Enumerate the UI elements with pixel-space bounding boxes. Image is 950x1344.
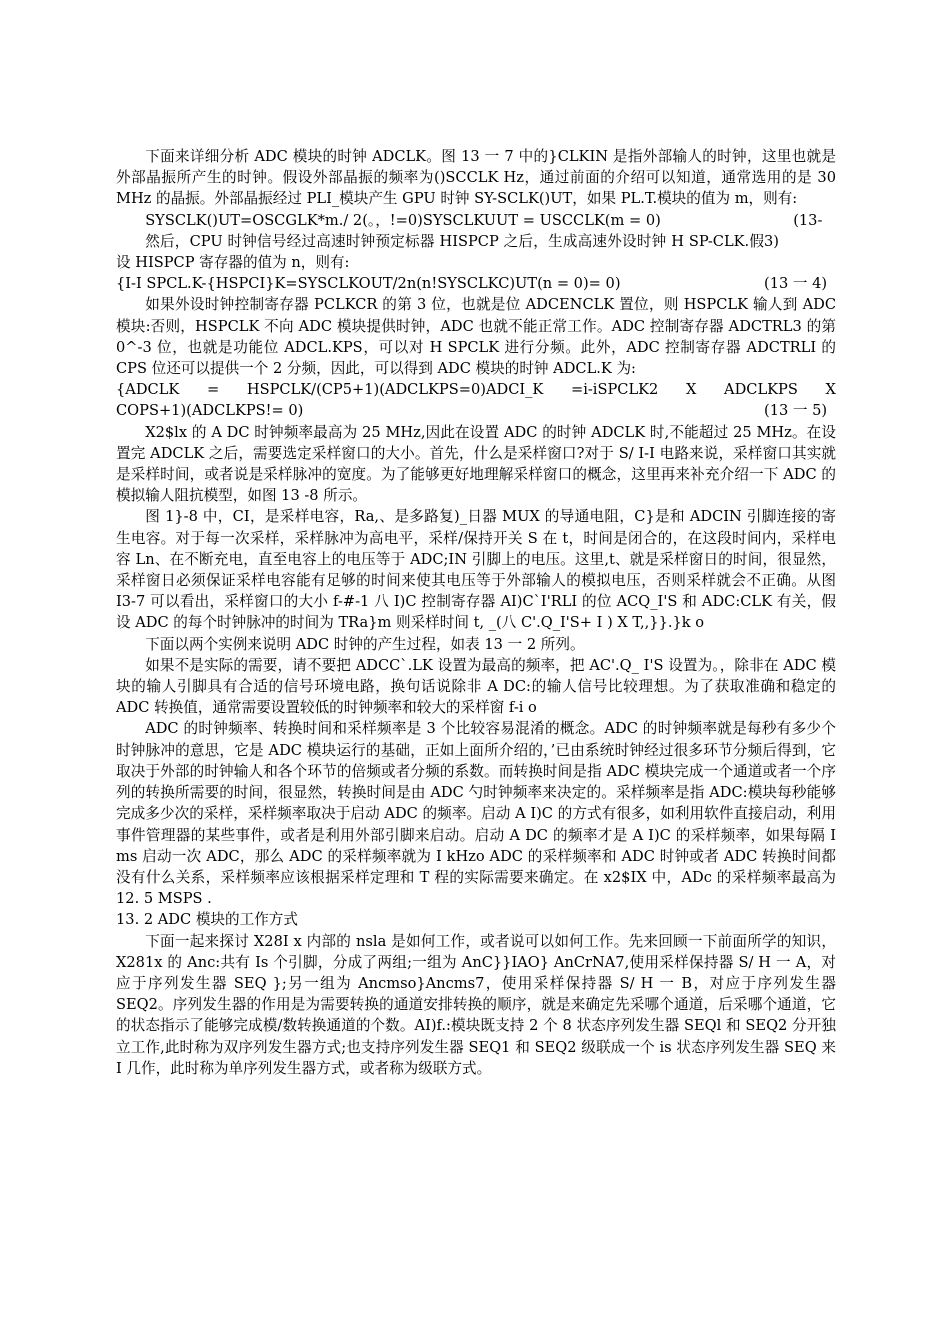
- equation-token: X: [825, 381, 836, 399]
- equation-token: ADCLKPS: [724, 381, 798, 399]
- equation-token: HSPCLK/(CP5+1)(ADCLKPS=0)ADCI_K: [246, 381, 544, 399]
- equation-13-4: [116, 273, 836, 294]
- paragraph-pclkcr: 如果外设时钟控制寄存器 PCLKCR 的第 3 位，也就是位 ADCENCLK 置位，则 HSPCLK 输人到 ADC 模块:否则，HSPCLK 不向 ADC 模块提供时钟，ADC 也就不能正常工作。ADC 控制寄存器 ADCTRL3 的第 0^-3 位，也就是功能位 ADCL.KPS，可以对 H SPCLK 进行分频。此外，ADC 控制寄存器 ADCTRLI 的 CPS 位还可以提供一个 2 分频，因此，可以得到 ADC 模块的时钟 ADCL.K 为:: [116, 296, 836, 378]
- paragraph-sampling-window: X2$lx 的 A DC 时钟频率最高为 25 MHz,因此在设置 ADC 的时钟 ADCLK 时,不能超过 25 MHz。在设置完 ADCLK 之后，需要选定采样窗口的大小。首先，什么是采样窗口?对于 S/ I-I 电路来说，采样窗口其实就是采样时间，或者说是采样脉冲的宽度。为了能够更好地理解采样窗口的概念，这里再来补充介绍一下 ADC 的模拟输人阻抗模型，如图 13 -8 所示。: [116, 423, 836, 505]
- equation-token: =: [206, 381, 220, 399]
- equation-token: =i-iSPCLK2: [570, 381, 659, 399]
- equation-number: (13 一 5): [764, 402, 828, 420]
- equation-13-5-line2: [116, 400, 836, 421]
- equation-13-3: [116, 210, 836, 250]
- equation-number: (13-3): [764, 211, 823, 250]
- document-body: [116, 146, 836, 1079]
- paragraph-concepts: ADC 的时钟频率、转换时间和采样频率是 3 个比较容易混淆的概念。ADC 的时钟频率就是每秒有多少个时钟脉冲的意思，它是 ADC 模块运行的基础，正如上面所介绍的，’已由系统时钟经过很多环节分频后得到，它取决于外部的时钟输人和各个环节的倍频或者分频的系数。而转换时间是指 ADC 模块完成一个通道或者一个序列的转换所需要的时间，很显然，转换时间是由 ADC 勺时钟频率来决定的。采样频率是指 ADC:模块每秒能够完成多少次的采样，采样频率取决于启动 ADC 的频率。启动 A I)C 的方式有很多，如利用软件直接启动，利用事件管理器的某些事件，或者是利用外部引脚来启动。启动 A DC 的频率才是 A I)C 的采样频率，如果每隔 I ms 启动一次 ADC，那么 ADC 的采样频率就为 I kHzo ADC 的采样频率和 ADC 时钟或者 ADC 转换时间都没有什么关系，采样频率应该根据采样定理和 T 程的实际需要来确定。在 x2$IX 中，ADc 的采样频率最高为 12. 5 MSPS .: [116, 720, 836, 908]
- paragraph-adclk-intro: 下面来详细分析 ADC 模块的时钟 ADCLK。图 13 一 7 中的}CLKIN 是指外部输人的时钟，这里也就是外部晶振所产生的时钟。假设外部晶振的频率为()SCCLK Hz，通过前面的介绍可以知道，通常选用的是 30 MHz 的晶振。外部晶振经过 PLI_模块产生 GPU 时钟 SY-SCLK()UT，如果 PL.T.模块的值为 m，则有:: [116, 148, 836, 208]
- section-heading: 13. 2 ADC 模块的工作方式: [116, 911, 298, 929]
- equation-13-5-line1: [116, 379, 836, 400]
- equation-text: SYSCLK()UT=OSCGLK*m./ 2(。，!=0)SYSCLKUUT = USCCLK(m = 0): [145, 211, 661, 229]
- paragraph-hispcp: 然后，CPU 时钟信号经过高速时钟预定标器 HISPCP 之后，生成高速外设时钟 H SP-CLK.假设 HISPCP 寄存器的值为 n，则有:: [116, 232, 764, 272]
- paragraph-working-modes: 下面一起来探讨 X28I x 内部的 nsla 是如何工作，或者说可以如何工作。先来回顾一下前面所学的知识，X281x 的 Anc:共有 Is 个引脚，分成了两组;一组为 AnC}}IAO} AnCrNA7,使用采样保持器 S/ H 一 A，对应于序列发生器 SEQ };另一组为 Ancmso}Ancms7，使用采样保持器 S/ H 一 B，对应于序列发生器 SEQ2。序列发生器的作用是为需要转换的通道安排转换的顺序，就是来确定先采哪个通道，后采哪个通道，它的状态指示了能够完成模/数转换通道的个数。AI)f.:模块既支持 2 个 8 状态序列发生器 SEQl 和 SEQ2 分开独立工作,此时称为双序列发生器方式;也支持序列发生器 SEQ1 和 SEQ2 级联成一个 is 状态序列发生器 SEQ 来 I 几作，此时称为单序列发生器方式，或者称为级联方式。: [116, 932, 836, 1077]
- paragraph-figure-13-8: 图 1}-8 中，CI，是采样电容，Ra,、是多路复)_日器 MUX 的导通电阻，C}是和 ADCIN 引脚连接的寄生电容。对于每一次采样，采样脉冲为高电平，采样/保持开关 S 在 t，时间是闭合的，在这段时间内，采样电容 Ln、在不断充电，直至电容上的电压等于 ADC;IN 引脚上的电压。这里,t、就是采样窗日的时间，很显然，采样窗日必须保证采样电容能有足够的时间来使其电压等于外部输人的模拟电压，否则采样就会不正确。从图 I3-7 可以看出，采样窗口的大小 f-#-1 八 I)C 控制寄存器 AI)C`I'RLI 的位 ACQ_I'S 和 ADC:CLK 有关，假设 ADC 的每个时钟脉冲的时间为 TRa}m 则采样时间 t, _(八 C'.Q_I'S+ I ) X T,,}}.}k o: [116, 508, 836, 632]
- equation-number: (13 一 4): [764, 275, 828, 293]
- paragraph-recommendation: 如果不是实际的需要，请不要把 ADCC`.LK 设置为最高的频率，把 AC'.Q_ I'S 设置为。，除非在 ADC 模块的输人引脚具有合适的信号环境电路，换句话说除非 A DC:的输人信号比较理想。为了获取准确和稳定的 ADC 转换值，通常需要设置较低的时钟频率和较大的采样窗 f-i o: [116, 656, 836, 717]
- equation-token: X: [686, 381, 697, 399]
- equation-text: COPS+1)(ADCLKPS!= 0): [116, 402, 304, 420]
- equation-token: {ADCLK: [116, 381, 180, 399]
- equation-text: {I-I SPCL.K-{HSPCI}K=SYSCLKOUT/2n(n!SYSCLKC)UT(n = 0)= 0): [116, 275, 621, 293]
- paragraph-examples: 下面以两个实例来说明 ADC 时钟的产生过程，如表 13 一 2 所列。: [145, 635, 585, 653]
